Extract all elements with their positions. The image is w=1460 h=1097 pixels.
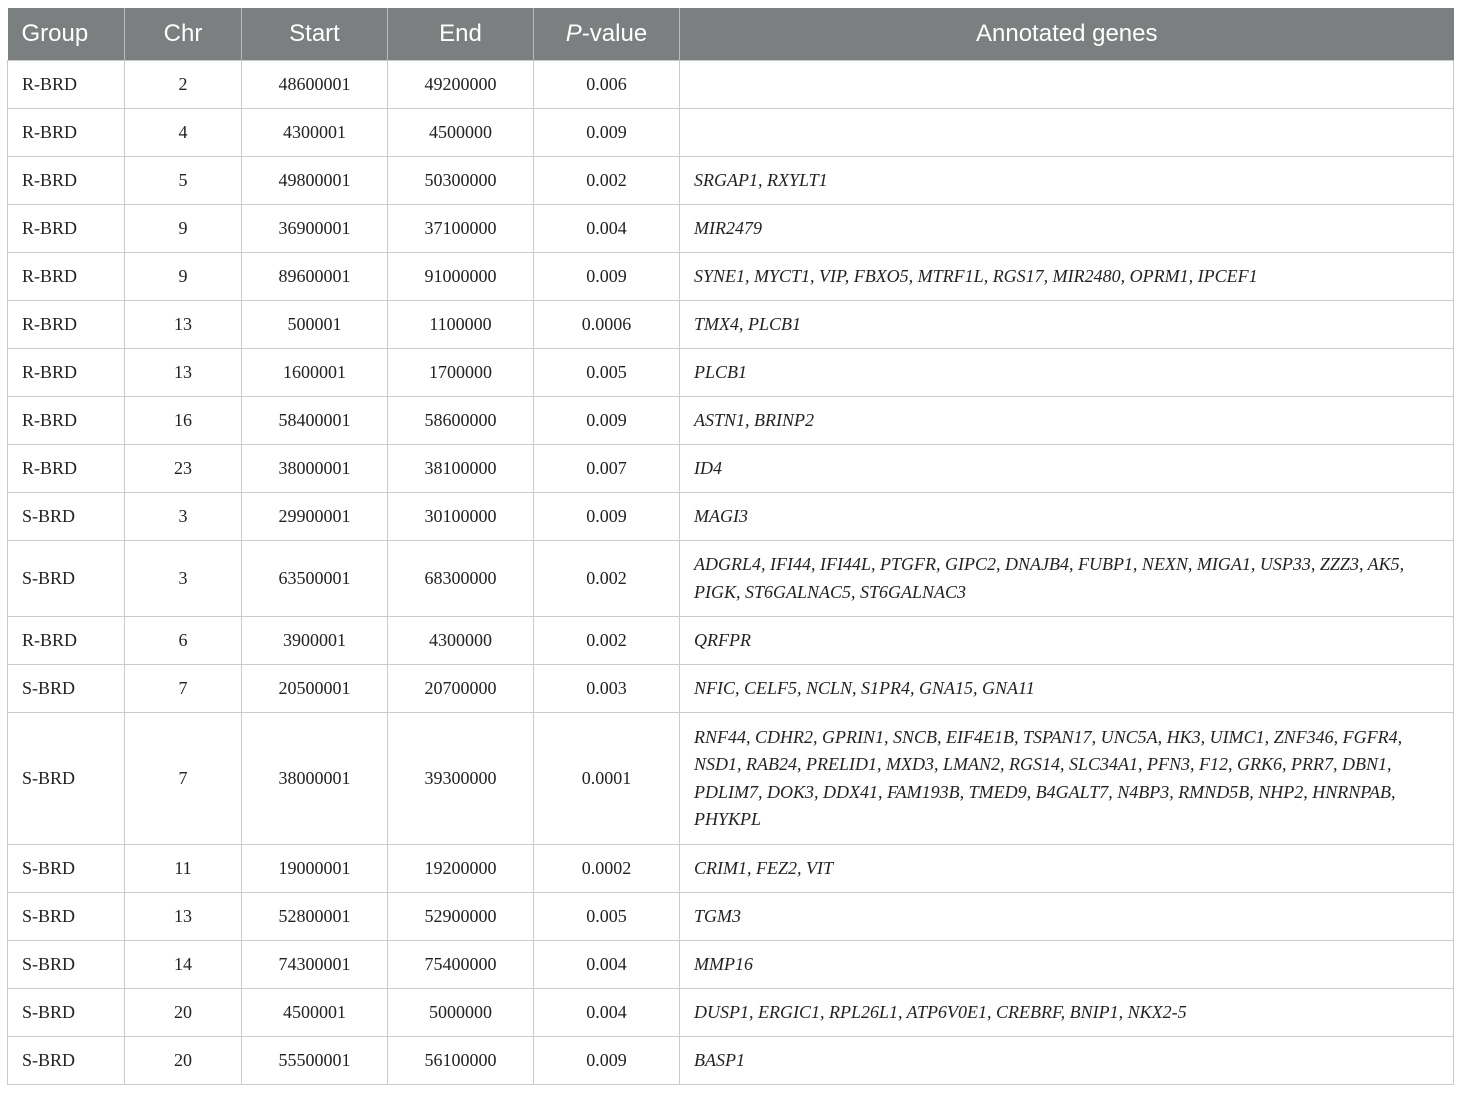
cell-start: 1600001 xyxy=(242,349,388,397)
cell-start: 38000001 xyxy=(242,713,388,845)
header-pvalue-p: P xyxy=(565,20,582,47)
table-row xyxy=(8,349,1454,397)
cell-end: 30100000 xyxy=(388,493,534,541)
cell-pvalue: 0.009 xyxy=(534,253,680,301)
cell-genes: MMP16 xyxy=(680,941,1454,989)
table-row xyxy=(8,253,1454,301)
cell-start: 29900001 xyxy=(242,493,388,541)
table-row xyxy=(8,493,1454,541)
cell-genes: SRGAP1, RXYLT1 xyxy=(680,157,1454,205)
cell-start: 38000001 xyxy=(242,445,388,493)
cell-chr: 11 xyxy=(125,845,242,893)
cell-genes xyxy=(680,109,1454,157)
cell-genes: MIR2479 xyxy=(680,205,1454,253)
cell-pvalue: 0.009 xyxy=(534,493,680,541)
cell-chr: 4 xyxy=(125,109,242,157)
cell-pvalue: 0.002 xyxy=(534,157,680,205)
cell-start: 3900001 xyxy=(242,617,388,665)
cell-chr: 20 xyxy=(125,989,242,1037)
cell-start: 63500001 xyxy=(242,541,388,617)
cell-group: S-BRD xyxy=(8,541,125,617)
table-row xyxy=(8,301,1454,349)
cell-group: R-BRD xyxy=(8,617,125,665)
cell-group: S-BRD xyxy=(8,713,125,845)
cell-chr: 13 xyxy=(125,893,242,941)
cell-pvalue: 0.009 xyxy=(534,1037,680,1085)
cell-start: 20500001 xyxy=(242,665,388,713)
cell-group: R-BRD xyxy=(8,157,125,205)
table-row xyxy=(8,61,1454,109)
cell-start: 19000001 xyxy=(242,845,388,893)
cell-end: 49200000 xyxy=(388,61,534,109)
table-row xyxy=(8,617,1454,665)
cell-start: 55500001 xyxy=(242,1037,388,1085)
cell-end: 5000000 xyxy=(388,989,534,1037)
cell-end: 37100000 xyxy=(388,205,534,253)
cell-group: R-BRD xyxy=(8,109,125,157)
cell-group: R-BRD xyxy=(8,349,125,397)
cell-chr: 9 xyxy=(125,205,242,253)
cell-chr: 9 xyxy=(125,253,242,301)
cell-chr: 13 xyxy=(125,349,242,397)
cell-genes: ADGRL4, IFI44, IFI44L, PTGFR, GIPC2, DNAJB4, FUBP1, NEXN, MIGA1, USP33, ZZZ3, AK5, PIGK, ST6GALNAC5, ST6GALNAC3 xyxy=(680,541,1454,617)
cell-genes: QRFPR xyxy=(680,617,1454,665)
cell-end: 52900000 xyxy=(388,893,534,941)
cell-pvalue: 0.0001 xyxy=(534,713,680,845)
cell-chr: 2 xyxy=(125,61,242,109)
header-pvalue xyxy=(534,8,680,61)
cell-genes: SYNE1, MYCT1, VIP, FBXO5, MTRF1L, RGS17, MIR2480, OPRM1, IPCEF1 xyxy=(680,253,1454,301)
genomic-regions-table xyxy=(7,8,1454,1085)
cell-pvalue: 0.009 xyxy=(534,397,680,445)
cell-pvalue: 0.0002 xyxy=(534,845,680,893)
cell-group: S-BRD xyxy=(8,893,125,941)
cell-end: 58600000 xyxy=(388,397,534,445)
header-pvalue-rest: -value xyxy=(581,20,648,47)
cell-end: 75400000 xyxy=(388,941,534,989)
table-row xyxy=(8,157,1454,205)
cell-group: S-BRD xyxy=(8,941,125,989)
cell-genes: RNF44, CDHR2, GPRIN1, SNCB, EIF4E1B, TSPAN17, UNC5A, HK3, UIMC1, ZNF346, FGFR4, NSD1, RAB24, PRELID1, MXD3, LMAN2, RGS14, SLC34A1, PFN3, F12, GRK6, PRR7, DBN1, PDLIM7, DOK3, DDX41, FAM193B, TMED9, B4GALT7, N4BP3, RMND5B, NHP2, HNRNPAB, PHYKPL xyxy=(680,713,1454,845)
cell-chr: 23 xyxy=(125,445,242,493)
cell-pvalue: 0.003 xyxy=(534,665,680,713)
cell-chr: 20 xyxy=(125,1037,242,1085)
cell-group: S-BRD xyxy=(8,665,125,713)
table-container xyxy=(7,8,1453,1085)
table-row xyxy=(8,941,1454,989)
cell-pvalue: 0.005 xyxy=(534,349,680,397)
cell-genes: BASP1 xyxy=(680,1037,1454,1085)
cell-start: 89600001 xyxy=(242,253,388,301)
cell-genes: ID4 xyxy=(680,445,1454,493)
cell-genes: DUSP1, ERGIC1, RPL26L1, ATP6V0E1, CREBRF, BNIP1, NKX2-5 xyxy=(680,989,1454,1037)
cell-start: 4500001 xyxy=(242,989,388,1037)
cell-genes: PLCB1 xyxy=(680,349,1454,397)
cell-pvalue: 0.002 xyxy=(534,541,680,617)
cell-end: 68300000 xyxy=(388,541,534,617)
cell-group: R-BRD xyxy=(8,61,125,109)
cell-pvalue: 0.007 xyxy=(534,445,680,493)
cell-end: 20700000 xyxy=(388,665,534,713)
table-row xyxy=(8,109,1454,157)
table-body xyxy=(8,61,1454,1085)
cell-pvalue: 0.009 xyxy=(534,109,680,157)
table-row xyxy=(8,665,1454,713)
cell-chr: 16 xyxy=(125,397,242,445)
cell-group: R-BRD xyxy=(8,301,125,349)
cell-group: R-BRD xyxy=(8,397,125,445)
cell-start: 48600001 xyxy=(242,61,388,109)
table-row xyxy=(8,845,1454,893)
cell-chr: 7 xyxy=(125,665,242,713)
cell-end: 50300000 xyxy=(388,157,534,205)
table-row xyxy=(8,205,1454,253)
cell-pvalue: 0.002 xyxy=(534,617,680,665)
cell-start: 52800001 xyxy=(242,893,388,941)
cell-pvalue: 0.004 xyxy=(534,941,680,989)
cell-group: S-BRD xyxy=(8,989,125,1037)
table-row xyxy=(8,713,1454,845)
cell-end: 39300000 xyxy=(388,713,534,845)
cell-pvalue: 0.004 xyxy=(534,205,680,253)
cell-end: 1100000 xyxy=(388,301,534,349)
cell-genes: TGM3 xyxy=(680,893,1454,941)
cell-start: 500001 xyxy=(242,301,388,349)
cell-group: R-BRD xyxy=(8,445,125,493)
cell-start: 36900001 xyxy=(242,205,388,253)
cell-start: 49800001 xyxy=(242,157,388,205)
table-row xyxy=(8,1037,1454,1085)
cell-chr: 3 xyxy=(125,541,242,617)
cell-end: 1700000 xyxy=(388,349,534,397)
cell-group: S-BRD xyxy=(8,845,125,893)
cell-genes xyxy=(680,61,1454,109)
cell-pvalue: 0.0006 xyxy=(534,301,680,349)
cell-end: 4500000 xyxy=(388,109,534,157)
table-row xyxy=(8,397,1454,445)
cell-start: 74300001 xyxy=(242,941,388,989)
header-end: End xyxy=(388,8,534,61)
cell-start: 58400001 xyxy=(242,397,388,445)
cell-genes: CRIM1, FEZ2, VIT xyxy=(680,845,1454,893)
cell-end: 91000000 xyxy=(388,253,534,301)
cell-genes: MAGI3 xyxy=(680,493,1454,541)
cell-start: 4300001 xyxy=(242,109,388,157)
cell-end: 38100000 xyxy=(388,445,534,493)
header-genes: Annotated genes xyxy=(680,8,1454,61)
cell-chr: 13 xyxy=(125,301,242,349)
table-row xyxy=(8,893,1454,941)
cell-chr: 5 xyxy=(125,157,242,205)
cell-chr: 6 xyxy=(125,617,242,665)
cell-group: S-BRD xyxy=(8,1037,125,1085)
cell-pvalue: 0.004 xyxy=(534,989,680,1037)
cell-chr: 14 xyxy=(125,941,242,989)
cell-pvalue: 0.005 xyxy=(534,893,680,941)
cell-genes: ASTN1, BRINP2 xyxy=(680,397,1454,445)
cell-end: 4300000 xyxy=(388,617,534,665)
header-group: Group xyxy=(8,8,125,61)
cell-pvalue: 0.006 xyxy=(534,61,680,109)
header-chr: Chr xyxy=(125,8,242,61)
table-row xyxy=(8,445,1454,493)
cell-chr: 3 xyxy=(125,493,242,541)
cell-end: 56100000 xyxy=(388,1037,534,1085)
cell-genes: NFIC, CELF5, NCLN, S1PR4, GNA15, GNA11 xyxy=(680,665,1454,713)
table-row xyxy=(8,989,1454,1037)
header-row xyxy=(8,8,1454,61)
cell-end: 19200000 xyxy=(388,845,534,893)
cell-group: R-BRD xyxy=(8,205,125,253)
header-start: Start xyxy=(242,8,388,61)
cell-chr: 7 xyxy=(125,713,242,845)
cell-genes: TMX4, PLCB1 xyxy=(680,301,1454,349)
cell-group: S-BRD xyxy=(8,493,125,541)
table-row xyxy=(8,541,1454,617)
cell-group: R-BRD xyxy=(8,253,125,301)
